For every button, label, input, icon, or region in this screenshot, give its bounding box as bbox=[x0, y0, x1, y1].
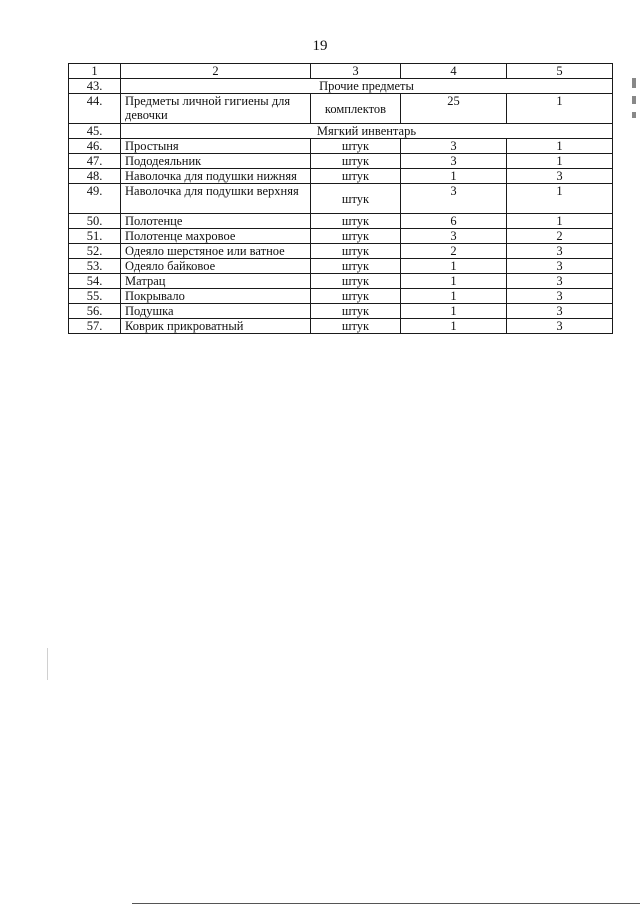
table-row bbox=[69, 214, 613, 229]
item-quantity: 1 bbox=[401, 169, 507, 184]
item-quantity: 25 bbox=[401, 94, 507, 124]
scan-artifact-line bbox=[47, 648, 48, 680]
item-quantity: 1 bbox=[401, 304, 507, 319]
item-unit: штук bbox=[311, 304, 401, 319]
item-term: 3 bbox=[507, 274, 613, 289]
row-number: 45. bbox=[69, 124, 121, 139]
table-row bbox=[69, 304, 613, 319]
item-name: Покрывало bbox=[121, 289, 311, 304]
item-unit: штук bbox=[311, 319, 401, 334]
item-term: 3 bbox=[507, 259, 613, 274]
item-name: Наволочка для подушки верхняя bbox=[121, 184, 311, 214]
row-number: 54. bbox=[69, 274, 121, 289]
table-row bbox=[69, 289, 613, 304]
item-quantity: 3 bbox=[401, 229, 507, 244]
row-number: 47. bbox=[69, 154, 121, 169]
column-header-4: 4 bbox=[401, 64, 507, 79]
row-number: 53. bbox=[69, 259, 121, 274]
item-name: Коврик прикроватный bbox=[121, 319, 311, 334]
row-number: 56. bbox=[69, 304, 121, 319]
column-header-3: 3 bbox=[311, 64, 401, 79]
item-name: Простыня bbox=[121, 139, 311, 154]
item-quantity: 3 bbox=[401, 154, 507, 169]
item-name: Одеяло байковое bbox=[121, 259, 311, 274]
item-quantity: 1 bbox=[401, 274, 507, 289]
item-unit: штук bbox=[311, 229, 401, 244]
row-number: 43. bbox=[69, 79, 121, 94]
item-unit: штук bbox=[311, 169, 401, 184]
bottom-rule bbox=[132, 903, 640, 904]
item-unit: штук bbox=[311, 259, 401, 274]
item-term: 1 bbox=[507, 214, 613, 229]
item-unit: штук bbox=[311, 154, 401, 169]
table-header-row bbox=[69, 64, 613, 79]
items-table bbox=[68, 63, 613, 334]
column-header-2: 2 bbox=[121, 64, 311, 79]
item-term: 1 bbox=[507, 154, 613, 169]
item-quantity: 6 bbox=[401, 214, 507, 229]
item-term: 3 bbox=[507, 319, 613, 334]
item-unit: штук bbox=[311, 289, 401, 304]
table-row bbox=[69, 169, 613, 184]
table-row bbox=[69, 154, 613, 169]
column-header-1: 1 bbox=[69, 64, 121, 79]
item-term: 1 bbox=[507, 139, 613, 154]
row-number: 50. bbox=[69, 214, 121, 229]
table-row bbox=[69, 139, 613, 154]
row-number: 57. bbox=[69, 319, 121, 334]
page-number: 19 bbox=[312, 38, 328, 54]
section-title: Мягкий инвентарь bbox=[121, 124, 613, 139]
item-unit: штук bbox=[311, 214, 401, 229]
item-name: Подушка bbox=[121, 304, 311, 319]
table-row bbox=[69, 94, 613, 124]
item-name: Наволочка для подушки нижняя bbox=[121, 169, 311, 184]
item-term: 3 bbox=[507, 244, 613, 259]
item-quantity: 1 bbox=[401, 319, 507, 334]
column-header-5: 5 bbox=[507, 64, 613, 79]
item-name: Полотенце bbox=[121, 214, 311, 229]
item-quantity: 1 bbox=[401, 289, 507, 304]
edge-mark bbox=[632, 96, 636, 104]
row-number: 46. bbox=[69, 139, 121, 154]
row-number: 49. bbox=[69, 184, 121, 214]
item-name: Полотенце махровое bbox=[121, 229, 311, 244]
row-number: 44. bbox=[69, 94, 121, 124]
item-unit: штук bbox=[311, 244, 401, 259]
edge-mark bbox=[632, 78, 636, 88]
table-row bbox=[69, 229, 613, 244]
item-term: 3 bbox=[507, 304, 613, 319]
item-term: 1 bbox=[507, 94, 613, 124]
item-term: 3 bbox=[507, 169, 613, 184]
item-term: 2 bbox=[507, 229, 613, 244]
table-row bbox=[69, 259, 613, 274]
row-number: 48. bbox=[69, 169, 121, 184]
item-name: Пододеяльник bbox=[121, 154, 311, 169]
table-row bbox=[69, 274, 613, 289]
table-row bbox=[69, 319, 613, 334]
section-row bbox=[69, 79, 613, 94]
item-name: Матрац bbox=[121, 274, 311, 289]
item-quantity: 1 bbox=[401, 259, 507, 274]
table-row bbox=[69, 184, 613, 214]
edge-mark bbox=[632, 112, 636, 118]
row-number: 55. bbox=[69, 289, 121, 304]
item-unit: комплектов bbox=[311, 94, 401, 124]
item-unit: штук bbox=[311, 184, 401, 214]
item-quantity: 3 bbox=[401, 139, 507, 154]
table-body bbox=[69, 79, 613, 334]
item-unit: штук bbox=[311, 274, 401, 289]
table-row bbox=[69, 244, 613, 259]
item-term: 3 bbox=[507, 289, 613, 304]
row-number: 51. bbox=[69, 229, 121, 244]
item-name: Предметы личной гигиены для девочки bbox=[121, 94, 311, 124]
section-title: Прочие предметы bbox=[121, 79, 613, 94]
item-term: 1 bbox=[507, 184, 613, 214]
item-quantity: 3 bbox=[401, 184, 507, 214]
item-quantity: 2 bbox=[401, 244, 507, 259]
item-unit: штук bbox=[311, 139, 401, 154]
section-row bbox=[69, 124, 613, 139]
row-number: 52. bbox=[69, 244, 121, 259]
item-name: Одеяло шерстяное или ватное bbox=[121, 244, 311, 259]
